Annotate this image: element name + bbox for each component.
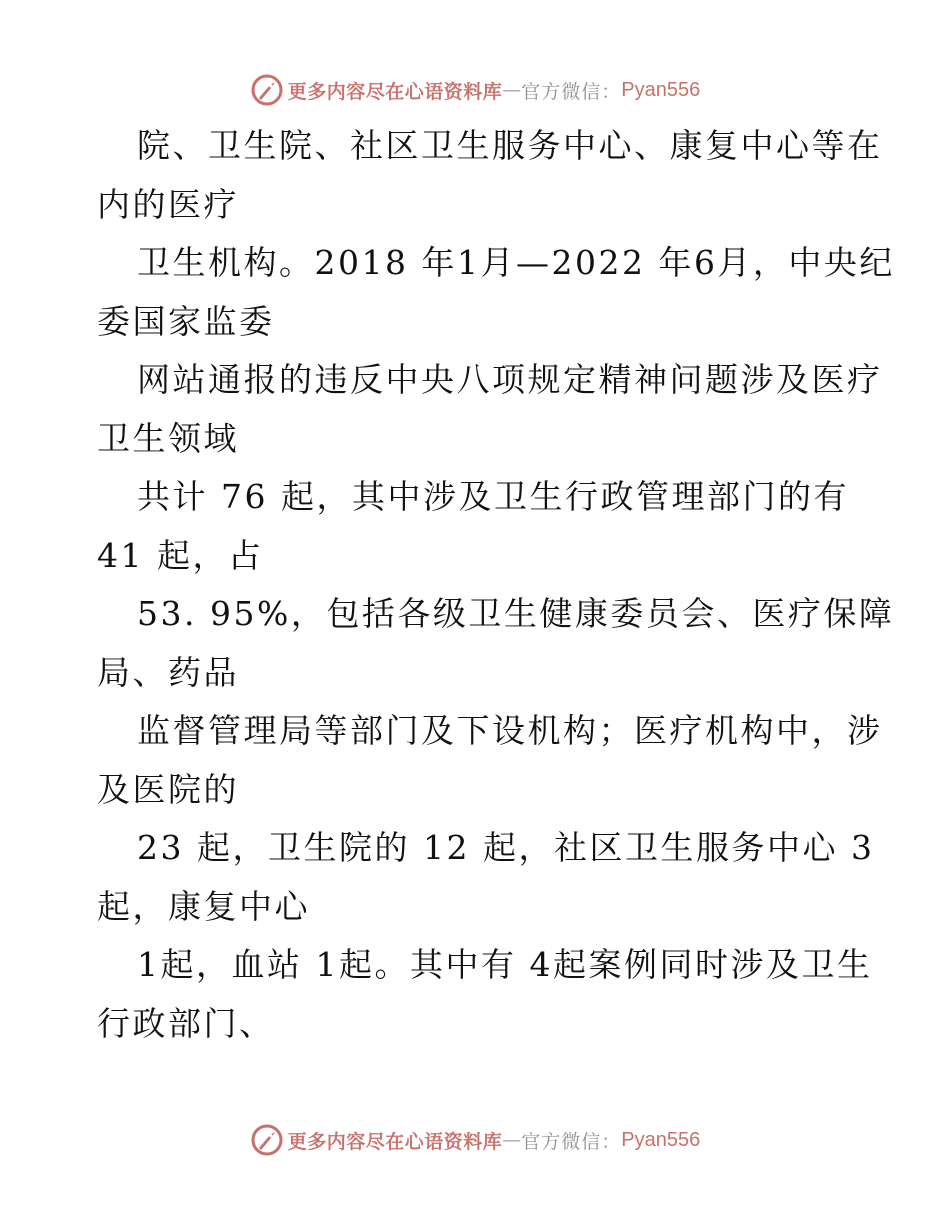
text-line: 监督管理局等部门及下设机构；医疗机构中，涉 [137, 711, 883, 750]
text-line: 共计 76 起，其中涉及卫生行政管理部门的有 [137, 477, 849, 516]
text-line: 局、药品 [97, 652, 239, 692]
banner-separator: — [502, 79, 522, 101]
banner-wechat-id: Pyan556 [621, 78, 701, 101]
banner-title: 更多内容尽在心语资料库 [287, 1130, 503, 1153]
text-line: 卫生领域 [97, 418, 239, 458]
document-body [97, 117, 895, 1053]
text-line: 委国家监委 [97, 301, 275, 341]
banner-wechat-id: Pyan556 [621, 1128, 701, 1151]
text-line: 23 起，卫生院的 12 起，社区卫生服务中心 3 [137, 828, 875, 867]
text-line: 起，康复中心 [97, 886, 310, 926]
text-line: 卫生机构。2018 年1月—2022 年6月，中央纪 [137, 243, 895, 282]
text-line: 41 起，占 [97, 535, 264, 575]
text-line: 1起，血站 1起。其中有 4起案例同时涉及卫生 [137, 945, 873, 984]
banner-wechat-label: 官方微信： [521, 1130, 622, 1153]
text-line: 内的医疗 [97, 184, 239, 224]
pen-nib-logo-icon [250, 73, 284, 107]
header-banner [0, 70, 950, 110]
footer-banner [0, 1120, 950, 1160]
text-line: 院、卫生院、社区卫生服务中心、康复中心等在 [137, 126, 883, 165]
text-line: 53. 95%，包括各级卫生健康委员会、医疗保障 [137, 594, 895, 633]
banner-separator: — [502, 1129, 522, 1151]
text-line: 及医院的 [97, 769, 239, 809]
text-line: 网站通报的违反中央八项规定精神问题涉及医疗 [137, 360, 883, 399]
banner-title: 更多内容尽在心语资料库 [287, 80, 503, 103]
text-line: 行政部门、 [97, 1003, 275, 1043]
pen-nib-logo-icon [250, 1123, 284, 1157]
banner-wechat-label: 官方微信： [521, 80, 622, 103]
